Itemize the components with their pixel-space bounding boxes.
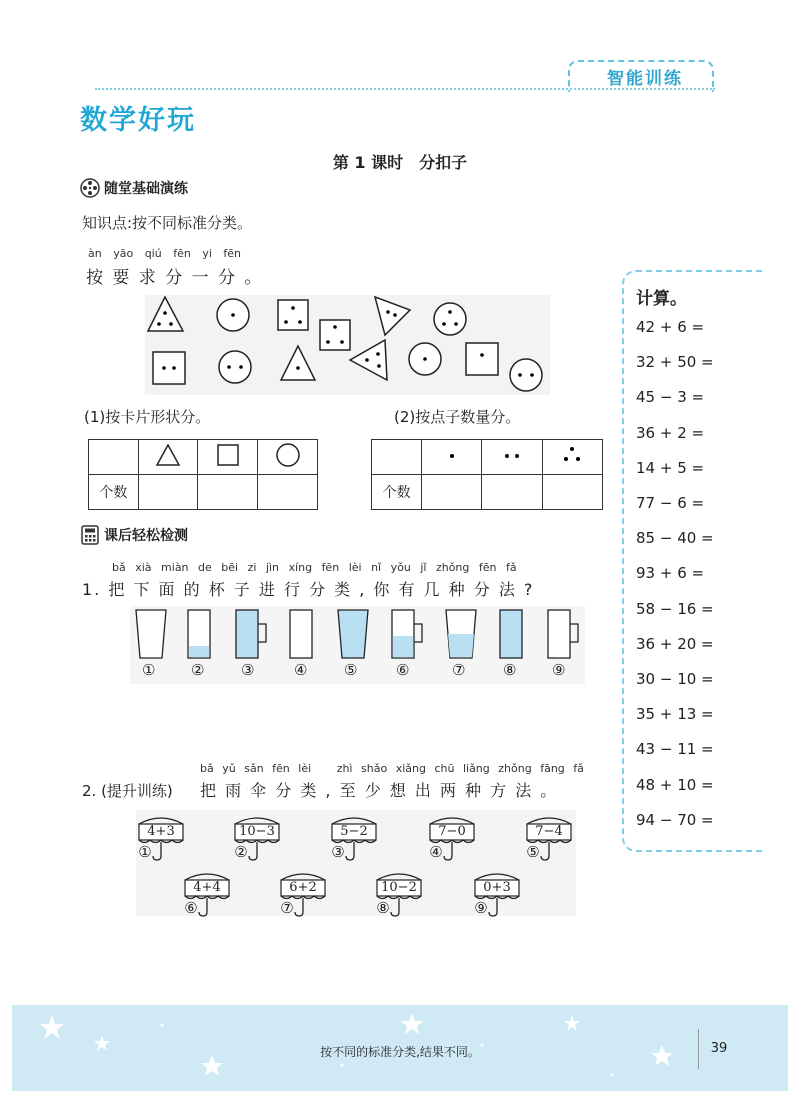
umbrella-number: ⑦	[280, 899, 294, 917]
umbrella-7	[278, 870, 328, 918]
umbrella-5	[524, 814, 574, 862]
page-title: 数学好玩	[80, 105, 196, 136]
calc-item: 94 − 70 =	[636, 810, 714, 829]
card-circle-3	[434, 303, 466, 335]
card-square-2	[153, 352, 185, 384]
count-label: 个数	[372, 475, 422, 510]
umbrella-number: ②	[234, 843, 248, 861]
page-number: 39	[698, 1029, 739, 1069]
umbrella-expression: 0+3	[483, 880, 511, 895]
cup-8	[500, 610, 522, 658]
umbrella-expression: 5−2	[340, 824, 368, 839]
cup-7	[446, 610, 476, 658]
card-circle-2	[219, 351, 251, 383]
cup-number: ③	[241, 661, 255, 679]
footer	[12, 1005, 788, 1091]
calc-item: 42 + 6 =	[636, 318, 705, 336]
umbrella-6	[182, 870, 232, 918]
umbrella-2	[232, 814, 282, 862]
section-check-heading	[80, 525, 188, 545]
three-dots-icon	[560, 445, 584, 465]
calc-item: 48 + 10 =	[636, 775, 714, 794]
umbrella-number: ⑥	[184, 899, 198, 917]
one-dot-icon	[442, 451, 462, 461]
answer-cell[interactable]	[138, 475, 198, 510]
cup-5	[338, 610, 368, 658]
footer-text: 按不同的标准分类,结果不同。	[320, 1045, 480, 1059]
section-check-title: 课后轻松检测	[104, 528, 188, 544]
problem1-pinyin: bǎ xià miàn de bēi zi jìn xíng fēn lèi nǐ yǒu jǐ zhǒng fēn fǎ	[112, 561, 517, 574]
calc-title: 计算。	[636, 289, 687, 309]
cup-number: ①	[142, 661, 156, 679]
umbrella-layer	[136, 810, 576, 916]
answer-cell[interactable]	[258, 475, 318, 510]
umbrella-4	[427, 814, 477, 862]
cup-number: ⑨	[552, 661, 566, 679]
umbrella-3	[329, 814, 379, 862]
cup-number: ⑦	[452, 661, 466, 679]
calc-item: 45 − 3 =	[636, 388, 705, 407]
umbrella-expression: 6+2	[289, 880, 317, 895]
calc-item: 36 + 20 =	[636, 634, 714, 653]
cup-2	[188, 610, 210, 658]
shape-table	[88, 439, 318, 510]
card-square-3b	[320, 320, 350, 350]
problem2-prefix: 2. (提升训练)	[82, 782, 173, 800]
calc-item: 43 − 11 =	[636, 740, 714, 759]
calc-item: 93 + 6 =	[636, 564, 705, 583]
cup-1	[136, 610, 166, 658]
umbrella-number: ①	[138, 843, 152, 861]
triangle-icon	[155, 443, 181, 467]
umbrella-expression: 10−2	[381, 880, 417, 895]
circle-icon	[275, 442, 301, 468]
calculator-icon	[80, 525, 100, 545]
calc-item: 30 − 10 =	[636, 670, 714, 688]
calc-item: 14 + 5 =	[636, 458, 705, 477]
calc-item: 85 − 40 =	[636, 529, 714, 548]
dots-table	[371, 439, 603, 510]
problem2-text: 把 雨 伞 分 类 , 至 少 想 出 两 种 方 法 。	[200, 781, 559, 800]
calc-item: 58 − 16 =	[636, 599, 714, 618]
umbrella-9	[472, 870, 522, 918]
answer-cell[interactable]	[542, 475, 602, 510]
card-circle-1b	[409, 343, 441, 375]
answer-cell[interactable]	[422, 475, 482, 510]
cup-number: ④	[294, 661, 308, 679]
instruction-pinyin: àn yāo qiú fēn yi fēn	[88, 247, 242, 260]
answer-cell[interactable]	[198, 475, 258, 510]
film-reel-icon	[80, 178, 100, 198]
cup-number: ⑧	[503, 661, 517, 679]
umbrella-number: ⑨	[474, 899, 488, 917]
cup-numbers	[130, 661, 585, 681]
umbrella-expression: 7−4	[535, 824, 563, 839]
umbrella-1	[136, 814, 186, 862]
problem2-pinyin: bǎ yǔ sǎn fēn lèi zhì shǎo xiǎng chū liǎng zhǒng fāng fǎ	[200, 762, 584, 775]
umbrella-number: ⑤	[526, 843, 540, 861]
card-circle-2b	[510, 359, 542, 391]
card-square-3	[278, 300, 308, 330]
question-shape: (1)按卡片形状分。	[84, 408, 211, 426]
umbrella-number: ⑧	[376, 899, 390, 917]
answer-cell[interactable]	[482, 475, 542, 510]
umbrella-number: ④	[429, 843, 443, 861]
cup-number: ②	[191, 661, 205, 679]
lesson-title: 第 1 课时 分扣子	[332, 153, 468, 172]
umbrella-expression: 10−3	[239, 824, 275, 839]
button-cards-figure	[145, 295, 550, 395]
umbrella-8	[374, 870, 424, 918]
cup-number: ⑤	[344, 661, 358, 679]
section-practice-title: 随堂基础演练	[104, 181, 188, 197]
cup-4	[290, 610, 312, 658]
question-dots: (2)按点子数量分。	[394, 408, 521, 426]
two-dots-icon	[500, 451, 524, 461]
square-icon	[216, 443, 240, 467]
knowledge-point: 知识点:按不同标准分类。	[82, 214, 253, 232]
umbrella-expression: 4+3	[147, 824, 175, 839]
header-label: 智能训练	[607, 69, 683, 89]
card-circle-1	[217, 299, 249, 331]
problem1-text: 1. 把 下 面 的 杯 子 进 行 分 类 , 你 有 几 种 分 法 ?	[82, 580, 535, 599]
calc-item: 77 − 6 =	[636, 494, 705, 512]
section-practice-heading	[80, 178, 188, 198]
calc-item: 32 + 50 =	[636, 353, 714, 372]
umbrella-number: ③	[331, 843, 345, 861]
calc-item: 36 + 2 =	[636, 423, 705, 442]
umbrella-expression: 4+4	[193, 880, 221, 895]
calc-item: 35 + 13 =	[636, 705, 714, 724]
cup-number: ⑥	[396, 661, 410, 679]
count-label: 个数	[89, 475, 139, 510]
card-square-1	[466, 343, 498, 375]
instruction-text: 按 要 求 分 一 分 。	[86, 268, 264, 288]
umbrella-expression: 7−0	[438, 824, 466, 839]
